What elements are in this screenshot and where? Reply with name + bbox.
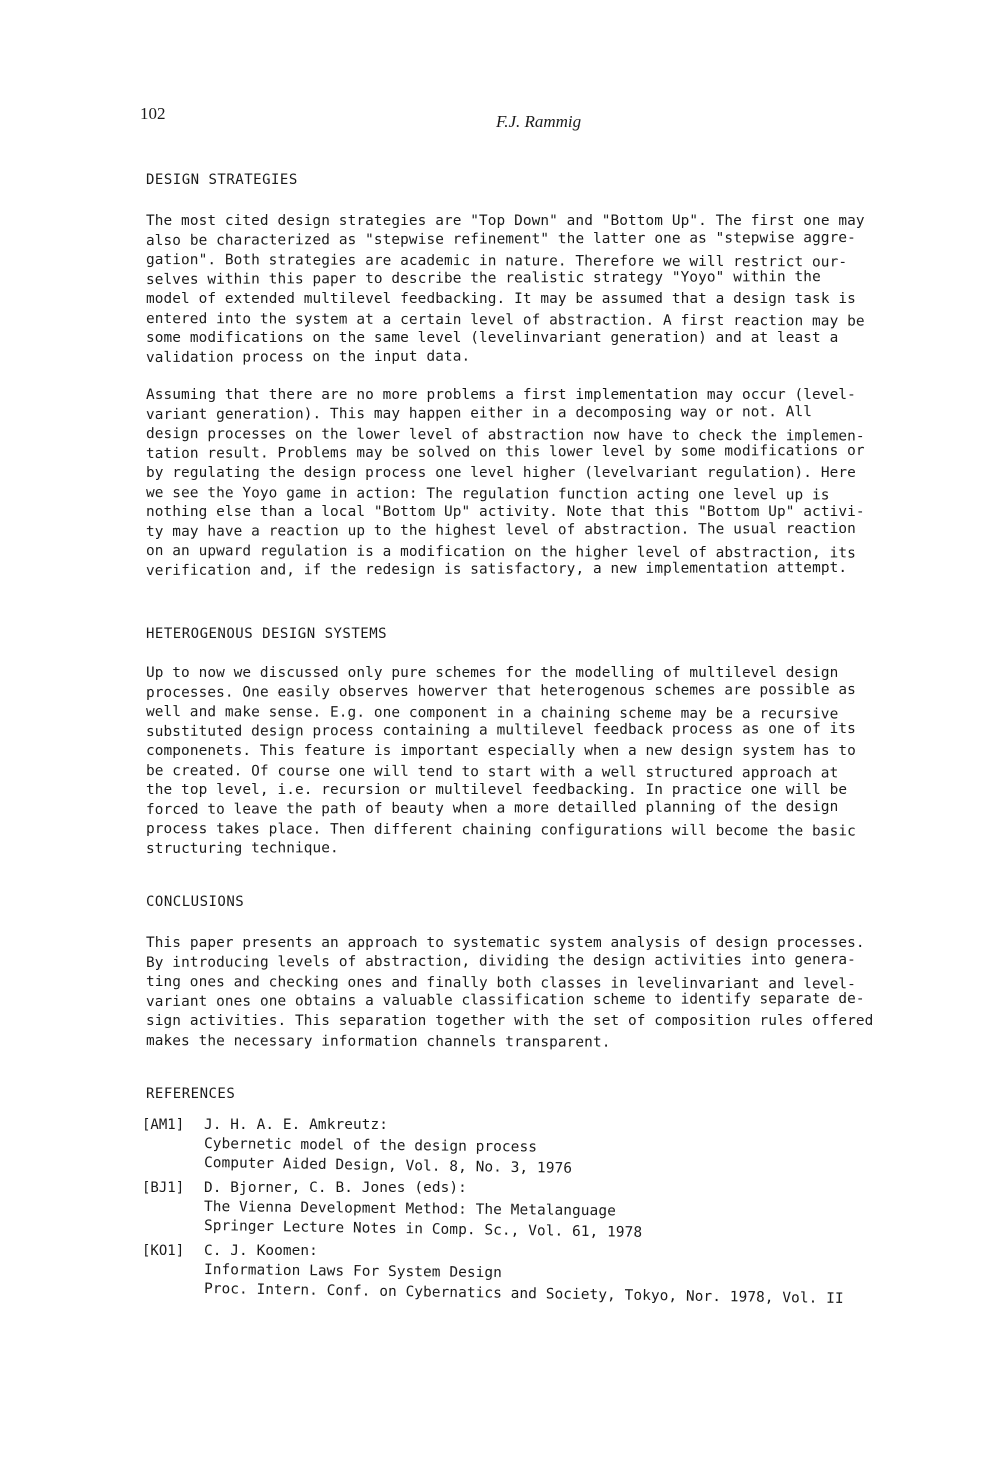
text-line: makes the necessary information channels transparent. xyxy=(145,1032,611,1051)
text-line: be created. Of course one will tend to start with a well structured approach at xyxy=(145,762,839,781)
text-line: componenets. This feature is important especially when a new design system has to xyxy=(146,743,856,759)
reference-entry xyxy=(142,1242,942,1308)
reference-line: Springer Lecture Notes in Comp. Sc., Vol. 61, 1978 xyxy=(203,1218,643,1241)
reference-line: The Vienna Development Method: The Metalanguage xyxy=(203,1199,616,1220)
reference-key: [AM1] xyxy=(142,1117,185,1133)
reference-entry xyxy=(142,1179,942,1241)
reference-key: [BJ1] xyxy=(142,1180,185,1196)
text-line: design processes on the lower level of abstraction now have to check the implemen- xyxy=(145,426,865,445)
text-line: we see the Yoyo game in action: The regulation function acting one level up is xyxy=(145,484,830,503)
reference-line: C. J. Koomen: xyxy=(204,1243,318,1259)
paragraph xyxy=(146,664,936,859)
text-line: tation result. Problems may be solved on this lower level by some modifications or xyxy=(145,442,865,462)
text-line: ting ones and checking ones and finally both classes in levelinvariant and level- xyxy=(145,974,856,993)
text-line: on an upward regulation is a modification on the higher level of abstraction, its xyxy=(145,543,856,562)
running-head: F.J. Rammig xyxy=(496,112,582,131)
text-line: the top level, i.e. recursion or multilevel feedbacking. In practice one will be xyxy=(146,782,848,798)
text-line: ty may have a reaction up to the highest level of abstraction. The usual reaction xyxy=(145,520,856,540)
text-line: variant generation). This may happen either in a decomposing way or not. All xyxy=(145,403,813,423)
text-line: sign activities. This separation together with the set of composition rules offered xyxy=(146,1013,874,1029)
reference-list xyxy=(142,1116,942,1308)
reference-line: Cybernetic model of the design process xyxy=(203,1136,538,1156)
reference-entry xyxy=(142,1116,942,1177)
text-line: process takes place. Then different chaining configurations will become the basic xyxy=(145,821,856,840)
reference-line: J. H. A. E. Amkreutz: xyxy=(204,1117,389,1133)
text-line: selves within this paper to describe the realistic strategy "Yoyo" within the xyxy=(145,268,821,288)
text-line: well and make sense. E.g. one component in a chaining scheme may be a recursive xyxy=(145,704,839,723)
section-heading: CONCLUSIONS xyxy=(146,894,245,910)
paragraph xyxy=(146,934,936,1051)
text-line: Assuming that there are no more problems a first implementation may occur (level- xyxy=(146,387,856,403)
text-line: processes. One easily observes howerver that heterogenous schemes are possible as xyxy=(145,681,856,701)
text-line: By introducing levels of abstraction, dividing the design activities into genera- xyxy=(145,951,856,971)
references-heading: REFERENCES xyxy=(146,1086,236,1102)
text-line: This paper presents an approach to systematic system analysis of design processes. xyxy=(146,935,865,951)
paragraph xyxy=(146,212,936,368)
text-line: model of extended multilevel feedbacking. It may be assumed that a design task is xyxy=(146,291,856,307)
text-line: Up to now we discussed only pure schemes for the modelling of multilevel design xyxy=(146,665,839,681)
reference-key: [KO1] xyxy=(142,1243,185,1259)
text-line: gation". Both strategies are academic in nature. Therefore we will restrict our- xyxy=(145,252,848,271)
text-line: validation process on the input data. xyxy=(145,348,471,366)
reference-line: D. Bjorner, C. B. Jones (eds): xyxy=(204,1180,467,1196)
reference-line: Information Laws For System Design xyxy=(203,1262,503,1282)
text-line: some modifications on the same level (levelinvariant generation) and at least a xyxy=(146,330,839,346)
text-line: verification and, if the redesign is satisfactory, a new implementation attempt. xyxy=(145,559,848,579)
paragraph xyxy=(146,386,936,581)
text-line: forced to leave the path of beauty when a more detailled planning of the design xyxy=(145,798,839,818)
page-number: 102 xyxy=(140,104,166,123)
text-line: also be characterized as "stepwise refinement" the latter one as "stepwise aggre- xyxy=(145,229,856,249)
reference-line: Proc. Intern. Conf. on Cybernatics and Society, Tokyo, Nor. 1978, Vol. II xyxy=(203,1281,844,1308)
section-heading: HETEROGENOUS DESIGN SYSTEMS xyxy=(146,626,388,642)
page-header xyxy=(140,104,940,144)
section-heading: DESIGN STRATEGIES xyxy=(146,172,298,188)
text-line: variant ones one obtains a valuable classification scheme to identify separate de- xyxy=(145,990,865,1010)
text-line: substituted design process containing a multilevel feedback process as one of its xyxy=(145,720,856,740)
text-line: by regulating the design process one level higher (levelvariant regulation). Here xyxy=(146,465,856,481)
text-line: entered into the system at a certain level of abstraction. A first reaction may be xyxy=(145,310,865,330)
reference-line: Computer Aided Design, Vol. 8, No. 3, 1976 xyxy=(203,1155,573,1177)
text-line: structuring technique. xyxy=(145,839,339,857)
text-line: The most cited design strategies are "Top Down" and "Bottom Up". The first one may xyxy=(146,213,865,229)
text-line: nothing else than a local "Bottom Up" activity. Note that this "Bottom Up" activi- xyxy=(146,504,865,520)
